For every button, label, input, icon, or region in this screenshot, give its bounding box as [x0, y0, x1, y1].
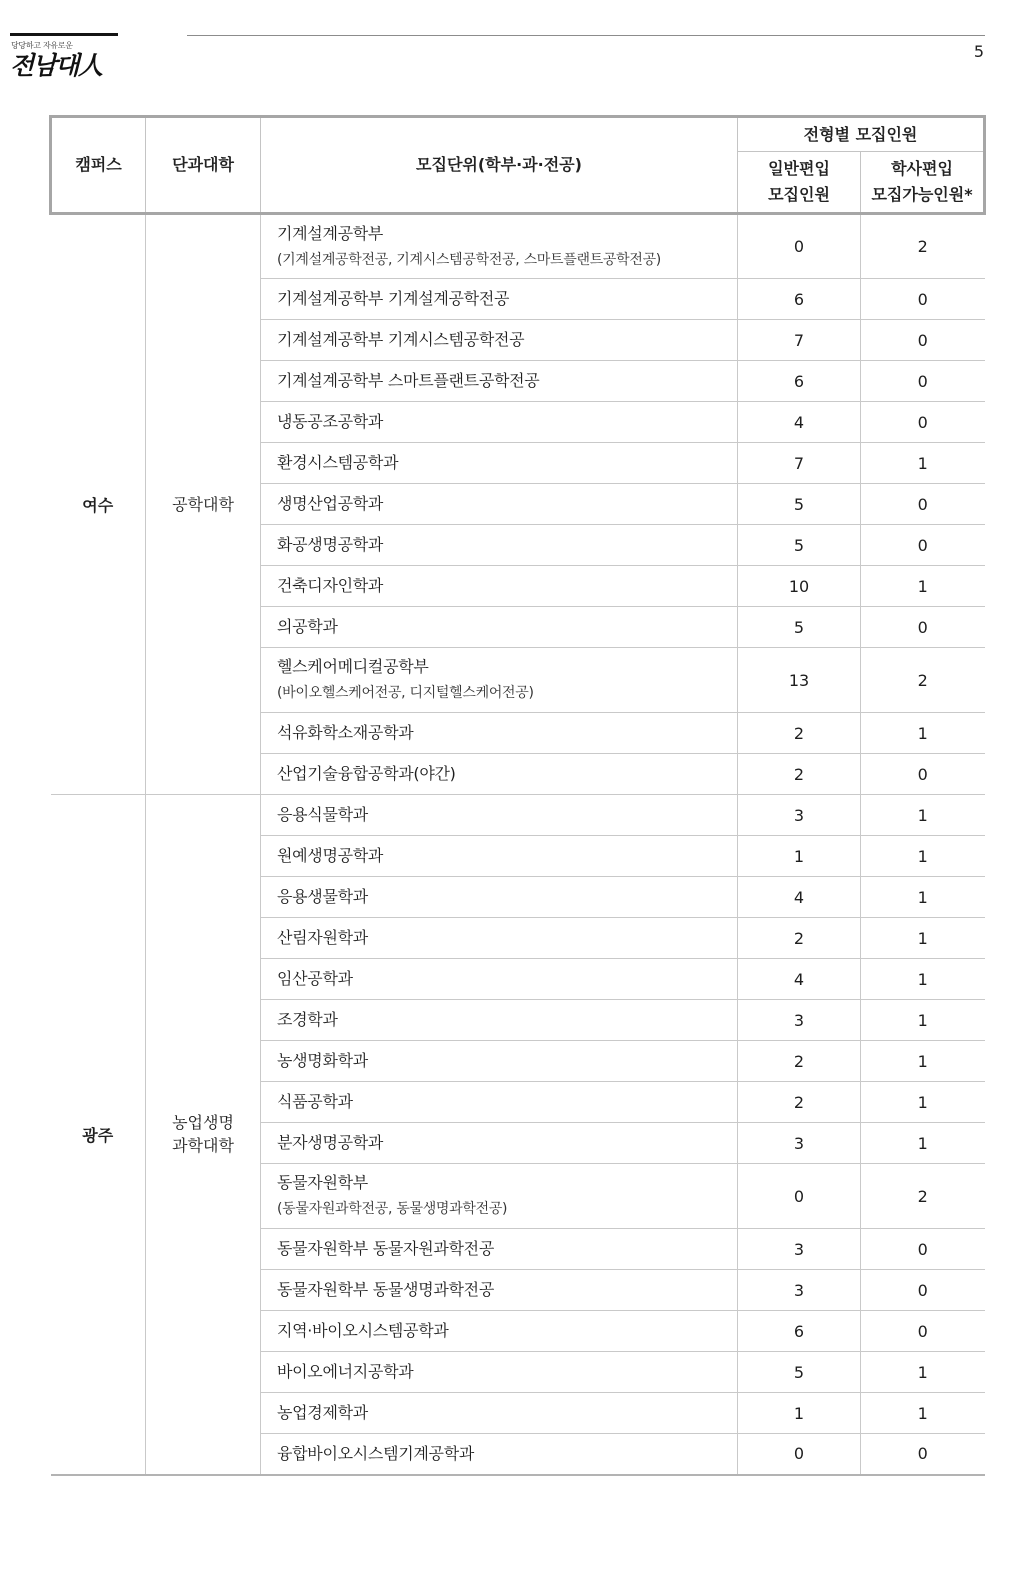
recruitment-unit-cell [261, 566, 738, 607]
table-body [51, 214, 985, 1475]
header-general-transfer-line: 일반편입 [768, 159, 830, 178]
recruitment-unit-name: 기계설계공학부 [277, 223, 384, 243]
recruitment-unit-name: 석유화학소재공학과 [277, 723, 414, 742]
general-transfer-quota: 0 [738, 214, 861, 279]
bachelor-transfer-quota: 1 [861, 918, 985, 959]
recruitment-unit-name: 헬스케어메디컬공학부 [277, 657, 429, 676]
bachelor-transfer-quota: 1 [861, 713, 985, 754]
general-transfer-quota: 5 [738, 607, 861, 648]
logo-tagline: 당당하고 자유로운 [11, 41, 73, 50]
recruitment-unit-majors: (바이오헬스케어전공, 디지털헬스케어전공) [277, 685, 534, 701]
university-logo: 전남대人 [10, 51, 102, 80]
bachelor-transfer-quota: 1 [861, 836, 985, 877]
general-transfer-quota: 4 [738, 959, 861, 1000]
general-transfer-quota: 4 [738, 402, 861, 443]
bachelor-transfer-quota: 0 [861, 1270, 985, 1311]
bachelor-transfer-quota: 0 [861, 1434, 985, 1475]
recruitment-unit-cell [261, 713, 738, 754]
recruitment-unit-cell [261, 1352, 738, 1393]
general-transfer-quota: 3 [738, 1270, 861, 1311]
recruitment-unit-cell [261, 402, 738, 443]
bachelor-transfer-quota: 1 [861, 1352, 985, 1393]
recruitment-unit-cell [261, 1164, 738, 1229]
general-transfer-quota: 5 [738, 1352, 861, 1393]
header-quota-by-type: 전형별 모집인원 [738, 117, 985, 152]
recruitment-unit-name: 기계설계공학부 기계시스템공학전공 [277, 330, 525, 349]
recruitment-unit-name: 동물자원학부 동물자원과학전공 [277, 1239, 494, 1258]
header-bachelor-transfer-line: 모집가능인원* [871, 185, 973, 204]
recruitment-unit-name: 기계설계공학부 스마트플랜트공학전공 [277, 371, 540, 390]
general-transfer-quota: 13 [738, 648, 861, 713]
recruitment-unit-cell [261, 1041, 738, 1082]
general-transfer-quota: 3 [738, 1123, 861, 1164]
general-transfer-quota: 6 [738, 361, 861, 402]
bachelor-transfer-quota: 1 [861, 1393, 985, 1434]
campus-cell: 광주 [51, 795, 146, 1475]
bachelor-transfer-quota: 1 [861, 959, 985, 1000]
header-general-transfer [738, 152, 861, 214]
recruitment-unit-majors: (기계설계공학전공, 기계시스템공학전공, 스마트플랜트공학전공) [277, 251, 661, 268]
general-transfer-quota: 3 [738, 1000, 861, 1041]
recruitment-unit-name: 환경시스템공학과 [277, 453, 399, 472]
recruitment-unit-cell [261, 279, 738, 320]
recruitment-unit-cell [261, 1082, 738, 1123]
general-transfer-quota: 5 [738, 484, 861, 525]
recruitment-unit-cell [261, 754, 738, 795]
general-transfer-quota: 6 [738, 1311, 861, 1352]
college-name-line: 과학대학 [172, 1136, 234, 1156]
recruitment-unit-cell [261, 959, 738, 1000]
general-transfer-quota: 2 [738, 754, 861, 795]
recruitment-unit-cell [261, 1229, 738, 1270]
page-number: 5 [973, 42, 984, 61]
general-transfer-quota: 0 [738, 1164, 861, 1229]
recruitment-unit-name: 조경학과 [277, 1010, 338, 1029]
recruitment-unit-name: 냉동공조공학과 [277, 412, 384, 431]
recruitment-unit-cell [261, 1000, 738, 1041]
table-row [51, 795, 985, 836]
campus-cell: 여수 [51, 214, 146, 795]
header-recruitment-unit: 모집단위(학부·과·전공) [261, 117, 738, 214]
recruitment-unit-name: 동물자원학부 [277, 1173, 368, 1192]
general-transfer-quota: 2 [738, 1041, 861, 1082]
bachelor-transfer-quota: 0 [861, 402, 985, 443]
recruitment-unit-name: 식품공학과 [277, 1092, 353, 1111]
general-transfer-quota: 2 [738, 713, 861, 754]
bachelor-transfer-quota: 1 [861, 566, 985, 607]
recruitment-unit-name: 응용생물학과 [277, 887, 368, 906]
recruitment-unit-name: 화공생명공학과 [277, 535, 384, 554]
bachelor-transfer-quota: 1 [861, 1041, 985, 1082]
general-transfer-quota: 1 [738, 836, 861, 877]
college-cell [146, 214, 261, 795]
header-college: 단과대학 [146, 117, 261, 214]
table-header-row [51, 117, 985, 152]
recruitment-unit-cell [261, 836, 738, 877]
general-transfer-quota: 2 [738, 1082, 861, 1123]
header-general-transfer-line: 모집인원 [768, 185, 830, 204]
table-header [51, 117, 985, 214]
bachelor-transfer-quota: 0 [861, 1229, 985, 1270]
recruitment-unit-majors: (동물자원과학전공, 동물생명과학전공) [277, 1201, 508, 1217]
bachelor-transfer-quota: 1 [861, 795, 985, 836]
recruitment-unit-cell [261, 484, 738, 525]
bachelor-transfer-quota: 1 [861, 877, 985, 918]
recruitment-unit-cell [261, 648, 738, 713]
recruitment-unit-name: 산업기술융합공학과(야간) [277, 764, 456, 783]
recruitment-unit-cell [261, 1311, 738, 1352]
general-transfer-quota: 7 [738, 443, 861, 484]
recruitment-unit-cell [261, 361, 738, 402]
recruitment-unit-name: 기계설계공학부 기계설계공학전공 [277, 289, 510, 308]
recruitment-unit-name: 지역·바이오시스템공학과 [277, 1321, 449, 1340]
recruitment-unit-name: 생명산업공학과 [277, 494, 384, 513]
recruitment-unit-name: 농업경제학과 [277, 1403, 368, 1422]
recruitment-unit-cell [261, 1393, 738, 1434]
bachelor-transfer-quota: 1 [861, 1123, 985, 1164]
bachelor-transfer-quota: 0 [861, 484, 985, 525]
general-transfer-quota: 4 [738, 877, 861, 918]
general-transfer-quota: 7 [738, 320, 861, 361]
recruitment-unit-name: 임산공학과 [277, 969, 353, 988]
general-transfer-quota: 6 [738, 279, 861, 320]
bachelor-transfer-quota: 0 [861, 361, 985, 402]
general-transfer-quota: 2 [738, 918, 861, 959]
recruitment-unit-cell [261, 877, 738, 918]
recruitment-quota-table [49, 115, 986, 1476]
general-transfer-quota: 3 [738, 1229, 861, 1270]
header-bachelor-transfer-line: 학사편입 [891, 159, 953, 178]
general-transfer-quota: 10 [738, 566, 861, 607]
recruitment-unit-name: 분자생명공학과 [277, 1133, 384, 1152]
header-campus: 캠퍼스 [51, 117, 146, 214]
recruitment-unit-name: 응용식물학과 [277, 805, 368, 824]
bachelor-transfer-quota: 2 [861, 648, 985, 713]
recruitment-unit-cell [261, 214, 738, 279]
bachelor-transfer-quota: 1 [861, 1000, 985, 1041]
recruitment-unit-name: 산림자원학과 [277, 928, 368, 947]
bachelor-transfer-quota: 2 [861, 214, 985, 279]
recruitment-unit-cell [261, 525, 738, 566]
general-transfer-quota: 0 [738, 1434, 861, 1475]
college-cell [146, 795, 261, 1475]
college-name-line: 공학대학 [172, 495, 234, 514]
recruitment-unit-name: 원예생명공학과 [277, 846, 384, 865]
college-name-line: 농업생명 [172, 1113, 234, 1133]
general-transfer-quota: 5 [738, 525, 861, 566]
bachelor-transfer-quota: 0 [861, 1311, 985, 1352]
recruitment-unit-cell [261, 443, 738, 484]
general-transfer-quota: 3 [738, 795, 861, 836]
recruitment-unit-name: 건축디자인학과 [277, 576, 384, 595]
bachelor-transfer-quota: 0 [861, 754, 985, 795]
bachelor-transfer-quota: 0 [861, 525, 985, 566]
recruitment-unit-name: 농생명화학과 [277, 1051, 368, 1070]
bachelor-transfer-quota: 0 [861, 320, 985, 361]
general-transfer-quota: 1 [738, 1393, 861, 1434]
recruitment-unit-cell [261, 607, 738, 648]
bachelor-transfer-quota: 2 [861, 1164, 985, 1229]
header-rule [187, 35, 985, 36]
recruitment-unit-cell [261, 1123, 738, 1164]
bachelor-transfer-quota: 1 [861, 1082, 985, 1123]
recruitment-unit-name: 바이오에너지공학과 [277, 1362, 414, 1381]
recruitment-unit-cell [261, 320, 738, 361]
recruitment-unit-name: 동물자원학부 동물생명과학전공 [277, 1280, 494, 1299]
header-bachelor-transfer [861, 152, 985, 214]
recruitment-unit-cell [261, 1270, 738, 1311]
table-row [51, 214, 985, 279]
bachelor-transfer-quota: 0 [861, 279, 985, 320]
recruitment-unit-cell [261, 795, 738, 836]
logo-accent-rule [10, 33, 118, 36]
recruitment-unit-name: 의공학과 [277, 617, 338, 636]
bachelor-transfer-quota: 1 [861, 443, 985, 484]
recruitment-unit-cell [261, 918, 738, 959]
recruitment-unit-cell [261, 1434, 738, 1475]
recruitment-unit-name: 융합바이오시스템기계공학과 [277, 1443, 475, 1463]
bachelor-transfer-quota: 0 [861, 607, 985, 648]
